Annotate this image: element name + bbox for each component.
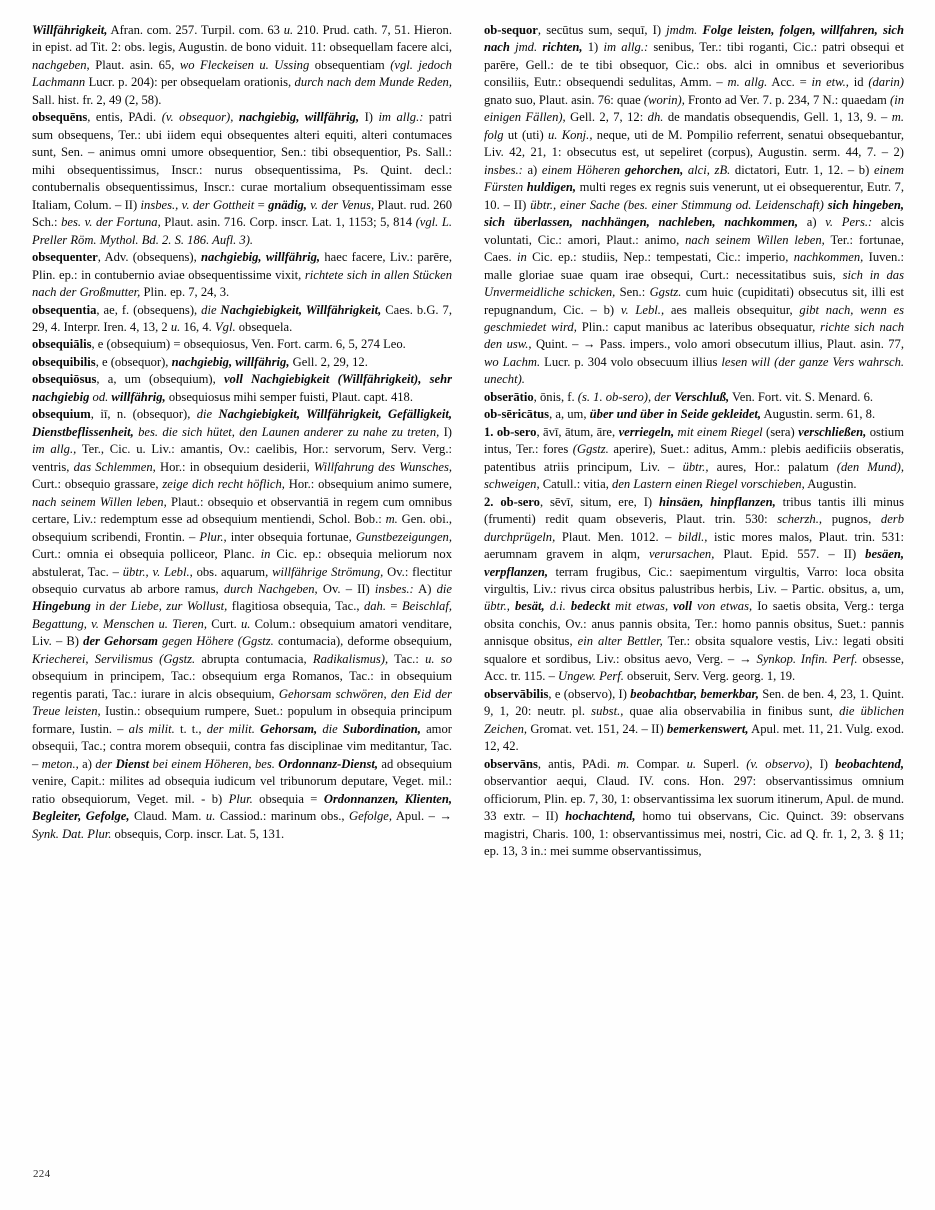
bold-italic-gloss: verschließen, <box>798 424 867 439</box>
roman-text: Plaut. asin. 716. Corp. inscr. Lat. 1, 1153; 5, 814 <box>160 215 416 230</box>
dictionary-entry <box>32 406 452 843</box>
roman-text: , Adv. (obsequens), <box>97 250 202 265</box>
roman-text: obseruit, Serv. Verg. georg. 1, 19. <box>623 669 796 684</box>
italic-gloss: u. <box>170 319 181 334</box>
italic-gloss: u. <box>686 756 697 771</box>
roman-text: , e (observo), I) <box>548 686 631 701</box>
roman-text: Gromat. vet. 151, 24. – II) <box>527 721 667 736</box>
bold-italic-gloss: Hingebung <box>32 599 91 614</box>
italic-gloss: bildl., <box>678 529 708 544</box>
roman-text: Lucr. p. 204): per obsequelam orationis, <box>85 75 295 90</box>
italic-gloss: insbes.: <box>374 582 414 596</box>
roman-text: abrupta contumacia, <box>195 651 313 666</box>
roman-text: t. t., <box>174 721 207 736</box>
italic-gloss: jmdm. <box>666 23 703 37</box>
roman-text: , a, um, <box>549 407 590 422</box>
italic-gloss: (in einigen Fällen), <box>484 92 905 125</box>
italic-gloss: Radikalismus), <box>312 651 389 666</box>
bold-italic-gloss: richten, <box>542 40 583 55</box>
roman-text: , entis, PAdi. <box>87 110 162 125</box>
roman-text: , e (obsequor), <box>95 354 172 369</box>
italic-gloss: nachgeben, <box>32 57 90 72</box>
italic-gloss: (v. obsequor), <box>161 110 234 125</box>
roman-text: Plin. ep. 7, 24, 3. <box>140 285 230 300</box>
roman-text: , a, um (obsequium), <box>96 372 224 387</box>
bold-italic-gloss: Verschluß, <box>674 389 730 404</box>
bold-italic-gloss: Dienst <box>115 756 150 771</box>
roman-text: Superl. <box>696 756 747 771</box>
roman-text: I) <box>812 756 836 771</box>
roman-text: Gen. obi., obsequium scribendi, Frontin. – <box>32 512 452 544</box>
roman-text: Fronto ad Ver. 7. p. 234, 7 N.: quaedam <box>684 92 891 107</box>
italic-gloss: m. folg <box>484 110 904 142</box>
italic-gloss: (darin) <box>868 75 904 90</box>
roman-text: , ōnis, f. <box>533 389 578 404</box>
headword-text: obserātio <box>484 389 534 404</box>
bold-italic-gloss: hochachtend, <box>565 809 636 824</box>
italic-gloss: od. <box>89 389 112 404</box>
italic-gloss: Synk. Dat. Plur. <box>32 826 112 841</box>
dictionary-entry <box>32 336 452 353</box>
italic-gloss: richte sich nach den usw., <box>484 319 904 352</box>
roman-text: homo tui observans, Cic. Quinct. 39: observans magistri, Charis. 100, 1: observantissimus mei, nostri, Cic. ad Q. fr. 1, 2, 3. § 11; ep. 13, 3 in.: mei summe observantissimus, <box>484 809 904 859</box>
roman-text: aperire), Suet.: aditus, Amm.: plebis aedificiis obseratis, patentibus atriis principum, Liv. – <box>484 442 904 474</box>
bold-italic-gloss: sich hingeben, sich überlassen, nachhängen, nachleben, nachkommen, <box>484 197 904 230</box>
roman-text: 210. Prud. cath. 7, 51. Hieron. in epist. ad Tit. 2: obs. legis, Augustin. de bono viduit. 11: obsequellam facere alci, <box>32 23 452 55</box>
roman-text: Gell. 2, 7, 12: <box>565 110 648 125</box>
dictionary-entry <box>484 22 904 389</box>
dictionary-entry <box>32 354 452 371</box>
roman-text: Curt.: obsequio grassare, <box>32 477 163 492</box>
headword-text: observābilis <box>484 686 549 701</box>
roman-text: , ae, f. (obsequens), <box>96 302 202 317</box>
roman-text: haec facere, Liv.: parēre, Plin. ep.: in contubernio aviae obsequentissime vixit, <box>32 250 452 282</box>
italic-gloss: wo Lachm. <box>484 354 541 369</box>
italic-gloss: im allg.: <box>603 40 649 55</box>
dictionary-entry <box>32 109 452 249</box>
italic-gloss: (vgl. jedoch Lachmann <box>32 57 452 90</box>
roman-text: Hor.: in obsequium desiderii, <box>155 459 314 474</box>
roman-text: Ven. Fort. vit. S. Menard. 6. <box>729 389 874 404</box>
italic-gloss: lesen will (der ganze Vers wahrsch. unecht). <box>484 354 905 387</box>
bold-italic-gloss: Nachgiebigkeit, Willfährigkeit, <box>220 302 382 317</box>
italic-gloss: in der Liebe, zur Wollust, <box>90 599 228 614</box>
roman-text: obsequium in principem, Tac.: obsequium erga Romanos, Tac.: in obsequium regentis parati, Tac.: iurare in alcis obsequium, <box>32 669 452 701</box>
roman-text: Plaut. Men. 1012. – <box>555 529 679 544</box>
italic-gloss: nach seinem Willen leben, <box>32 494 167 509</box>
bold-italic-gloss: verriegeln, <box>618 424 675 439</box>
roman-text: Ov. – II) <box>317 582 375 596</box>
italic-gloss: in <box>516 250 527 265</box>
roman-text: aures, Hor.: palatum <box>708 459 837 474</box>
italic-gloss: bes. die sich hütet, den Launen anderer zu nahe zu treten, <box>133 424 440 439</box>
roman-text: pugnos, <box>822 512 881 527</box>
italic-gloss: nachkommen, <box>793 250 864 265</box>
italic-gloss: Gehorsam schwören, den Eid der Treue leisten, <box>32 686 452 719</box>
headword-text: observāns <box>484 756 538 771</box>
roman-text: obsesse, Acc. tr. 115. – <box>484 651 904 684</box>
italic-gloss: nach seinem Willen leben, <box>685 232 825 247</box>
roman-text: flagitiosa obsequia, Tac., <box>227 599 364 614</box>
italic-gloss: d.i. <box>544 599 571 614</box>
roman-text: amor obsequii, Tac.; contra morem obsequii, contra fas disciplinae vim meditantur, Tac. – <box>32 721 452 771</box>
roman-text: (sera) <box>762 424 799 439</box>
bold-italic-gloss: willfährig, <box>111 389 166 404</box>
dictionary-entry <box>32 302 452 337</box>
italic-gloss: der milit. <box>206 721 261 736</box>
italic-gloss: den Lastern einen Riegel vorschieben, <box>612 477 805 492</box>
bold-italic-gloss: Subordination, <box>342 721 421 736</box>
roman-text: , secūtus sum, sequī, I) <box>537 23 667 37</box>
italic-gloss: Willfahrung des Wunsches, <box>313 459 453 474</box>
italic-gloss: übtr., <box>484 599 515 614</box>
italic-gloss: übtr., v. Lebl., <box>122 564 193 579</box>
roman-text: Sen. de ben. 4, 23, 1. Quint. 9, 1, 20: neutr. pl. <box>484 686 904 719</box>
roman-text: Apul. met. 11, 21. Vulg. exod. 12, 42. <box>484 721 904 754</box>
italic-gloss: subst., <box>591 704 624 719</box>
roman-text: ad obsequium venire, Capit.: milites ad obsequia iudicum vel tribunorum deputare, Veget. mil.: ratio obsequiorum, Veget. mil. - b) <box>32 756 452 806</box>
roman-text: , e (obsequium) = obsequiosus, Ven. Fort. carm. 6, 5, 274 Leo. <box>91 337 406 352</box>
bold-italic-gloss: Gehorsam, <box>260 721 318 736</box>
bold-italic-gloss: beobachtend, <box>835 756 904 771</box>
left-column <box>32 22 452 1147</box>
italic-gloss: m. allg. <box>727 75 768 90</box>
roman-text: ut (uti) <box>503 127 548 142</box>
italic-gloss: im allg.: <box>378 110 424 125</box>
italic-gloss: (vgl. L. Preller Röm. Mythol. Bd. 2. S. 186. Aufl. 3). <box>32 215 453 247</box>
roman-text: Apul. – → <box>392 809 452 824</box>
italic-gloss: m. <box>617 756 630 771</box>
italic-gloss: (s. 1. ob-sero), <box>577 389 652 404</box>
italic-gloss: bes. v. der Fortuna, <box>61 215 161 230</box>
roman-text: Plaut. Epid. 557. – II) <box>714 547 866 562</box>
roman-text: Cic. ep.: obsequia meliorum nox abstulerat, Tac. – <box>32 547 453 579</box>
roman-text: Augustin. <box>804 477 857 492</box>
dictionary-entry <box>32 371 452 406</box>
italic-gloss: einem Fürsten <box>484 162 905 195</box>
roman-text: a) <box>78 756 96 771</box>
italic-gloss: von etwas, <box>692 599 753 614</box>
italic-gloss: (Ggstz. <box>572 442 609 457</box>
dictionary-entry <box>484 686 904 756</box>
italic-gloss: das Schlemmen, <box>73 459 156 474</box>
bold-italic-gloss: beobachtbar, bemerkbar, <box>630 686 759 701</box>
bold-italic-gloss: nachgiebig, willfährig, <box>201 250 321 265</box>
italic-gloss: verursachen, <box>648 547 715 562</box>
italic-gloss: gegen Höhere (Ggstz. <box>157 634 274 649</box>
roman-text: = <box>254 197 269 212</box>
roman-text: terram frugibus, Cic.: saepimentum virgultis, Varro: loca obsita virgultis, Liv.: rivus circa obsitus palustribus herbis, Liv. – Partic. obsitus, a, um, <box>484 564 904 596</box>
roman-text: Gell. 2, 29, 12. <box>289 354 368 369</box>
roman-text: obsequis, Corp. inscr. Lat. 5, 131. <box>111 826 285 841</box>
italic-gloss: gibt nach, wenn es geschmiedet wird, <box>484 302 904 334</box>
headword-text: obsequēns <box>32 110 88 125</box>
roman-text: Ter., Cic. u. Liv.: amantis, Ov.: caelibis, Hor.: servorum, Serv. Verg.: ventris, <box>32 442 452 474</box>
roman-text: obsequia = <box>252 791 324 806</box>
dictionary-entry <box>32 249 452 301</box>
column-container <box>32 22 904 1147</box>
roman-text: senibus, Ter.: tibi roganti, Cic.: patri obsequi et parēre, Gell.: de te tibi obsequor, Cic.: obs. alci in omnibus et severioribus consiliis, Eutr.: obsequendi sedulitas, Amm. – <box>484 40 904 90</box>
italic-gloss: u. <box>240 616 251 631</box>
roman-text: Sall. hist. fr. 2, 49 (2, 58). <box>32 92 162 107</box>
italic-gloss: einem Höheren <box>541 162 625 177</box>
roman-text: Ter.: obsita squalore vestis, Liv.: legati obsiti squalore et sordibus, Liv.: obsitus aevo, Verg. – → <box>484 634 904 666</box>
italic-gloss: insbes.: <box>484 162 523 177</box>
italic-gloss: Plur., <box>199 529 227 544</box>
roman-text: , antis, PAdi. <box>537 756 618 771</box>
headword-text: ob-sequor <box>484 23 538 37</box>
headword-text: obsequenter <box>32 250 98 265</box>
bold-italic-gloss: Nachgiebigkeit, Willfährigkeit, Gefälligkeit, Dienstbeflissenheit, <box>32 407 452 439</box>
italic-gloss: Gefolge, <box>349 809 393 824</box>
roman-text: cum huic (cupiditati) obsecutus sit, illi est repugnandum, Cic. – b) <box>484 285 904 317</box>
roman-text: Plin.: caput manibus ac lateribus obsequatur, <box>576 319 821 334</box>
bold-italic-gloss: hinsäen, hinpflanzen, <box>658 494 776 509</box>
roman-text: Curt.: omnia ei obsequia polliceor, Planc. <box>32 547 261 562</box>
bold-italic-gloss: nachgiebig, willfährig, <box>238 110 360 125</box>
roman-text: Caes. b.G. 7, 29, 4. Interpr. Iren. 4, 13, 2 <box>32 302 452 334</box>
roman-text: obsequiosus mihi semper fuisti, Plaut. capt. 418. <box>165 389 413 404</box>
roman-text: contumacia), deforme obsequium, <box>273 634 452 649</box>
italic-gloss: insbes., v. der Gottheit <box>140 197 255 212</box>
italic-gloss: bei einem Höheren, bes. <box>149 756 279 771</box>
roman-text: quae alia observabilia in finibus sunt, <box>623 704 840 719</box>
roman-text: Lucr. p. 304 volo obsecuum illius <box>540 354 722 369</box>
roman-text: neque, uti de M. Pompilio referrent, senatui obsequebantur, Liv. 42, 21, 1: obsecutus est, ut sepeliret (corpus), Augustin. serm. 44, 7. – 2) <box>484 127 904 160</box>
italic-gloss: durch nach dem Munde Reden, <box>294 75 452 90</box>
bold-italic-gloss: Willfährigkeit, <box>32 23 108 37</box>
italic-gloss: jmd. <box>509 40 543 55</box>
roman-text: Cic. ep.: studiis, Nep.: tempestati, Cic.: imperio, <box>526 250 794 265</box>
roman-text: 16, 4. <box>180 319 215 334</box>
italic-gloss: alci, zB. <box>683 162 731 177</box>
italic-gloss: sich in das Unvermeidliche schicken, <box>484 267 905 300</box>
italic-gloss: in <box>260 547 271 562</box>
roman-text: , iī, n. (obsequor), <box>90 407 197 422</box>
roman-text: Io saetis obsita, Verg.: terga obsita conchis, Ov.: anus pannis obsita, Ter.: homo pannis obsitus, Suet.: pannis annisque obsitus, <box>484 599 905 649</box>
roman-text: obs. aquarum, <box>192 564 273 579</box>
roman-text: Hor.: obsequium animo sumere, <box>284 477 452 492</box>
bold-italic-gloss: gehorchen, <box>624 162 684 177</box>
roman-text: Ter.: fortunae, Caes. <box>484 232 904 265</box>
bold-italic-gloss: voll <box>673 599 693 614</box>
roman-text: patri sum obsequens, Ter.: ubi iidem equi obsequentes alteri equiti, alteri contumaces sunt, Sen. – animus omni umore obsequentior, Sen.: tibi obsequentior, Ps. Sall.: mihi obsequentissimus, Inscr.: nurus obsequentissima, Ps. Quint. decl.: contubernalis obsequentissimus, Inscr.: curae mortalium obsequentissimam esse Italiam, Colum. – II) <box>32 110 452 212</box>
italic-gloss: der <box>95 756 116 771</box>
roman-text: obsequentiam <box>309 57 391 72</box>
roman-text: Plaut.: obsequio et observantiā in regem cum omnibus certare, Liv.: redemptum esse ad obsequium mentiendi, Schol. Bob.: <box>32 494 452 527</box>
roman-text: I) <box>359 110 379 125</box>
italic-gloss: Gunstbezeigungen, <box>355 529 452 544</box>
italic-gloss: übtr., einer Sache (bes. einer Stimmung od. Leidenschaft) <box>530 197 828 212</box>
roman-text: ostium intus, Ter.: fores <box>484 424 904 457</box>
italic-gloss: u. Konj., <box>547 127 593 142</box>
italic-gloss: dah. <box>363 599 386 614</box>
headword-text: 2. ob-sero <box>484 494 540 509</box>
headword-text: 1. ob-sero <box>484 424 537 439</box>
bold-italic-gloss: besäen, verpflanzen, <box>484 547 904 579</box>
roman-text: tribus tantis illi minus (frumenti) redit quam obseveris, Plaut. trin. 530: <box>484 494 904 527</box>
roman-text: , sēvī, situm, ere, I) <box>539 494 659 509</box>
roman-text: Iuven.: malle gloriae suae quam irae obsequi, Curt.: necessitatibus suis, <box>484 250 904 282</box>
bold-italic-gloss: Folge leisten, folgen, willfahren, sich nach <box>484 23 904 55</box>
roman-text: Curt. <box>206 616 241 631</box>
roman-text: I) <box>439 424 452 439</box>
italic-gloss: als milit. <box>128 721 175 736</box>
bold-italic-gloss: gnädig, <box>268 197 307 212</box>
roman-text: Claud. Mam. <box>129 809 206 824</box>
roman-text: Tac.: <box>388 651 426 666</box>
roman-text: Afran. com. 257. Turpil. com. 63 <box>107 23 284 37</box>
roman-text: inter obsequia fortunae, <box>226 529 356 544</box>
italic-gloss: in etw., <box>811 75 849 90</box>
roman-text: id <box>848 75 869 90</box>
right-column <box>484 22 904 1147</box>
roman-text: dictatori, Eutr. 1, 12. – b) <box>730 162 874 177</box>
italic-gloss: zeige dich recht höflich, <box>162 477 285 492</box>
roman-text: Catull.: vitia, <box>539 477 613 492</box>
italic-gloss: übtr., <box>682 459 709 474</box>
roman-text: Ov.: flectitur obsequio curvatus ab arbore ramus, <box>32 564 452 596</box>
headword-text: obsequiālis <box>32 337 92 352</box>
roman-text: obsequela. <box>235 319 293 334</box>
dictionary-entry <box>484 424 904 494</box>
roman-text: de mandatis obsequendis, Gell. 1, 13, 9. – <box>663 110 892 125</box>
headword-text: ob-sēricātus <box>484 407 550 422</box>
italic-gloss: (den Mund), schweigen, <box>484 459 905 492</box>
italic-gloss: dh. <box>647 110 664 125</box>
italic-gloss: meton., <box>41 756 79 771</box>
headword-text: obsequium <box>32 407 91 422</box>
italic-gloss: ein alter Bettler, <box>577 634 663 649</box>
roman-text: , āvī, ātum, āre, <box>536 424 619 439</box>
roman-text: Colum.: obsequium amatori venditare, Liv. – B) <box>32 616 453 649</box>
roman-text: = <box>385 599 402 614</box>
italic-gloss: durch Nachgeben, <box>223 582 318 596</box>
entry-continuation <box>32 22 452 109</box>
roman-text: Plaut. rud. 260 Sch.: <box>32 197 453 230</box>
italic-gloss: v. Lebl., <box>620 302 665 317</box>
bold-italic-gloss: über und über in Seide gekleidet, <box>589 407 762 422</box>
italic-gloss: (worin), <box>643 92 685 107</box>
roman-text: aes malleis obsequitur, <box>664 302 800 317</box>
bold-italic-gloss: voll Nachgiebigkeit (Willfährigkeit), sehr nachgiebig <box>32 372 452 404</box>
bold-italic-gloss: nachgiebig, willfährig, <box>171 354 290 369</box>
italic-gloss: v. der Venus, <box>310 197 375 212</box>
roman-text: a) <box>798 215 826 230</box>
roman-text: Plaut. asin. 65, <box>89 57 180 72</box>
italic-gloss: im allg., <box>32 442 77 457</box>
italic-gloss: scherzh., <box>777 512 823 527</box>
italic-gloss: Ggstz. <box>649 285 682 300</box>
dictionary-entry <box>484 389 904 406</box>
italic-gloss: willfährige Strömung, <box>272 564 384 579</box>
bold-italic-gloss: besät, <box>514 599 545 614</box>
italic-gloss: derb durchprügeln, <box>484 512 904 544</box>
headword-text: obsequibilis <box>32 354 96 369</box>
bold-italic-gloss: bedeckt <box>570 599 611 614</box>
italic-gloss: richtete sich in allen Stücken nach der Großmutter, <box>32 267 453 300</box>
italic-gloss: Beischlaf, Begattung, v. Menschen u. Tieren, <box>32 599 452 631</box>
italic-gloss: u. so <box>425 651 453 666</box>
italic-gloss: die üblichen Zeichen, <box>484 704 904 736</box>
roman-text: Acc. = <box>767 75 812 90</box>
italic-gloss: die <box>196 407 219 422</box>
headword-text: obsequentia <box>32 302 97 317</box>
italic-gloss: die <box>317 721 343 736</box>
italic-gloss: Ungew. Perf. <box>558 669 624 684</box>
italic-gloss: mit etwas, <box>610 599 674 614</box>
bold-italic-gloss: Ordonnanz-Dienst, <box>278 756 379 771</box>
italic-gloss: Kriecherei, Servilismus (Ggstz. <box>32 651 196 666</box>
roman-text: multi reges ex regnis suis venerunt, ut ei obsequerentur, Eutr. 7, 10. – II) <box>484 180 904 212</box>
dictionary-entry <box>484 756 904 861</box>
headword-text: obsequiōsus <box>32 372 97 387</box>
italic-gloss: der <box>654 389 675 404</box>
italic-gloss: wo Fleckeisen u. Ussing <box>179 57 310 72</box>
roman-text: Sen.: <box>615 285 650 300</box>
roman-text: Cassiod.: marinum obs., <box>215 809 350 824</box>
italic-gloss: die <box>201 302 221 317</box>
dictionary-entry <box>484 494 904 686</box>
roman-text: a) <box>522 162 542 177</box>
italic-gloss: mit einem Riegel <box>674 424 763 439</box>
bold-italic-gloss: bemerkenswert, <box>666 721 749 736</box>
italic-gloss: Plur. <box>228 791 253 806</box>
page-number: 224 <box>33 1168 51 1180</box>
bold-italic-gloss: der Gehorsam <box>83 634 158 649</box>
roman-text: 1) <box>582 40 604 55</box>
dictionary-entry <box>484 406 904 423</box>
italic-gloss: u. <box>205 809 216 824</box>
bold-italic-gloss: huldigen, <box>526 180 577 195</box>
roman-text: alcis voluntati, Cic.: amori, Plaut.: animo, <box>484 215 904 247</box>
roman-text: Augustin. serm. 61, 8. <box>761 407 876 422</box>
italic-gloss: (v. observo), <box>746 756 813 771</box>
roman-text: observantior aequi, Claud. IV. cons. Hon. 297: observantissimus omnium officiorum, Plin. ep. 7, 30, 1: observantissima lex suorum itinerum, Apul. de mund. 33 extr. – II) <box>484 774 904 824</box>
roman-text: Compar. <box>629 756 687 771</box>
italic-gloss: m. <box>385 512 398 527</box>
roman-text: Iustin.: obsequium rumpere, Suet.: populum in obsequia principum formare, Iustin. – <box>32 704 453 736</box>
bold-italic-gloss: Ordonnanzen, Klienten, Begleiter, Gefolge, <box>32 791 452 824</box>
italic-gloss: u. <box>283 23 294 37</box>
roman-text: istic mores malos, Plaut. trin. 531: aerumnam gravem in alqm, <box>484 529 904 562</box>
italic-gloss: die <box>436 582 453 596</box>
roman-text: A) <box>413 582 437 596</box>
italic-gloss: Synkop. Infin. Perf. <box>756 651 858 666</box>
roman-text: Quint. – → Pass. impers., volo amori obsecutum illius, Plaut. asin. 77, <box>531 337 904 352</box>
italic-gloss: v. Pers.: <box>825 215 873 230</box>
italic-gloss: Vgl. <box>214 319 236 334</box>
roman-text: gnato suo, Plaut. asin. 76: quae <box>484 92 644 107</box>
